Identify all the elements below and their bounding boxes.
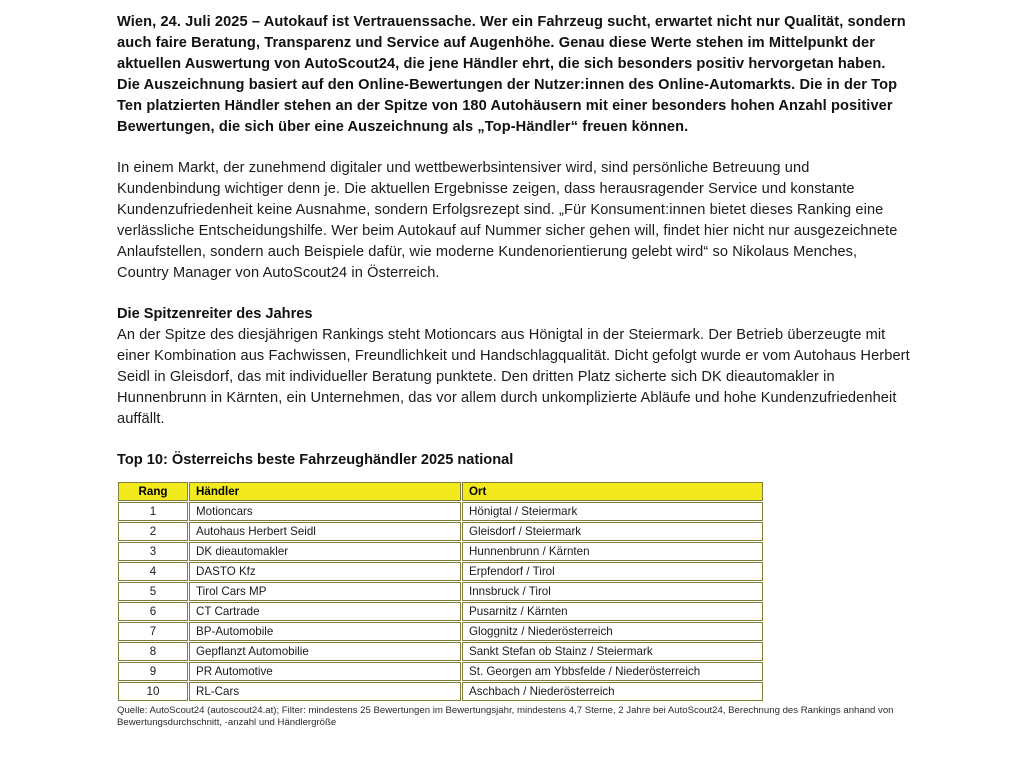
column-header-haendler: Händler [189, 482, 461, 501]
ranking-table-header [118, 482, 763, 501]
location-cell: Gleisdorf / Steiermark [462, 522, 763, 541]
table-row [118, 542, 763, 561]
press-release-page [117, 12, 912, 739]
column-header-ort: Ort [462, 482, 763, 501]
dealer-cell: Tirol Cars MP [189, 582, 461, 601]
ranking-table-title: Top 10: Österreichs beste Fahrzeughändler 2025 national [117, 452, 514, 468]
table-row [118, 562, 763, 581]
rank-cell: 2 [118, 522, 188, 541]
section-heading-spitzenreiter: Die Spitzenreiter des Jahres [117, 306, 313, 322]
table-row [118, 502, 763, 521]
ranking-table-body [118, 502, 763, 701]
location-cell: Aschbach / Niederösterreich [462, 682, 763, 701]
intro-paragraph: Wien, 24. Juli 2025 – Autokauf ist Vertrauenssache. Wer ein Fahrzeug sucht, erwartet nicht nur Qualität, sondern auch faire Beratung, Transparenz und Service auf Augenhöhe. Genau diese Werte stehen im Mittelpunkt der aktuellen Auswertung von AutoScout24, die jene Händler ehrt, die sich besonders positiv hervorgetan haben. Die Auszeichnung basiert auf den Online-Bewertungen der Nutzer:innen des Online-Automarkts. Die in der Top Ten platzierten Händler stehen an der Spitze von 180 Autohäusern mit einer besonders hohen Anzahl positiver Bewertungen, die sich über eine Auszeichnung als „Top-Händler“ freuen können. [117, 14, 906, 135]
table-row [118, 582, 763, 601]
source-footnote: Quelle: AutoScout24 (autoscout24.at); Filter: mindestens 25 Bewertungen im Bewertungsjahr, mindestens 4,7 Sterne, 2 Jahre bei AutoScout24, Berechnung des Rankings anhand von Bewertungsdurchschnitt, -anzahl und Händlergröße [117, 705, 894, 728]
rank-cell: 4 [118, 562, 188, 581]
rank-cell: 5 [118, 582, 188, 601]
market-paragraph: In einem Markt, der zunehmend digitaler und wettbewerbsintensiver wird, sind persönliche Betreuung und Kundenbindung wichtiger denn je. Die aktuellen Ergebnisse zeigen, dass herausragender Service und konstante Kundenzufriedenheit keine Ausnahme, sondern Erfolgsrezept sind. „Für Konsument:innen bietet dieses Ranking eine verlässliche Entscheidungshilfe. Wer beim Autokauf auf Nummer sicher gehen will, findet hier nicht nur ausgezeichnete Anlaufstellen, sondern auch Beispiele dafür, wie moderne Kundenorientierung gelebt wird“ so Nikolaus Menches, Country Manager von AutoScout24 in Österreich. [117, 160, 898, 281]
table-row [118, 662, 763, 681]
dealer-cell: PR Automotive [189, 662, 461, 681]
ranking-table [117, 481, 764, 702]
location-cell: Erpfendorf / Tirol [462, 562, 763, 581]
location-cell: Sankt Stefan ob Stainz / Steiermark [462, 642, 763, 661]
location-cell: Gloggnitz / Niederösterreich [462, 622, 763, 641]
spitzenreiter-paragraph: An der Spitze des diesjährigen Rankings steht Motioncars aus Hönigtal in der Steiermark. Der Betrieb überzeugte mit einer Kombination aus Fachwissen, Freundlichkeit und Handschlagqualität. Dicht gefolgt wurde er vom Autohaus Herbert Seidl in Gleisdorf, das mit individueller Beratung punktete. Den dritten Platz sicherte sich DK dieautomakler in Hunnenbrunn in Kärnten, ein Unternehmen, das vor allem durch unkomplizierte Abläufe und hohe Kundenzufriedenheit auffällt. [117, 327, 910, 427]
dealer-cell: Autohaus Herbert Seidl [189, 522, 461, 541]
location-cell: St. Georgen am Ybbsfelde / Niederösterreich [462, 662, 763, 681]
column-header-rang: Rang [118, 482, 188, 501]
rank-cell: 8 [118, 642, 188, 661]
location-cell: Hönigtal / Steiermark [462, 502, 763, 521]
location-cell: Innsbruck / Tirol [462, 582, 763, 601]
header-row [118, 482, 763, 501]
rank-cell: 3 [118, 542, 188, 561]
dealer-cell: BP-Automobile [189, 622, 461, 641]
dealer-cell: DASTO Kfz [189, 562, 461, 581]
rank-cell: 7 [118, 622, 188, 641]
clipped-red-heading [117, 759, 237, 771]
dealer-cell: Motioncars [189, 502, 461, 521]
rank-cell: 6 [118, 602, 188, 621]
location-cell: Pusarnitz / Kärnten [462, 602, 763, 621]
dealer-cell: Gepflanzt Automobilie [189, 642, 461, 661]
location-cell: Hunnenbrunn / Kärnten [462, 542, 763, 561]
rank-cell: 1 [118, 502, 188, 521]
dealer-cell: CT Cartrade [189, 602, 461, 621]
rank-cell: 10 [118, 682, 188, 701]
table-row [118, 522, 763, 541]
dealer-cell: RL-Cars [189, 682, 461, 701]
dealer-cell: DK dieautomakler [189, 542, 461, 561]
rank-cell: 9 [118, 662, 188, 681]
table-row [118, 642, 763, 661]
table-row [118, 682, 763, 701]
table-row [118, 602, 763, 621]
table-row [118, 622, 763, 641]
